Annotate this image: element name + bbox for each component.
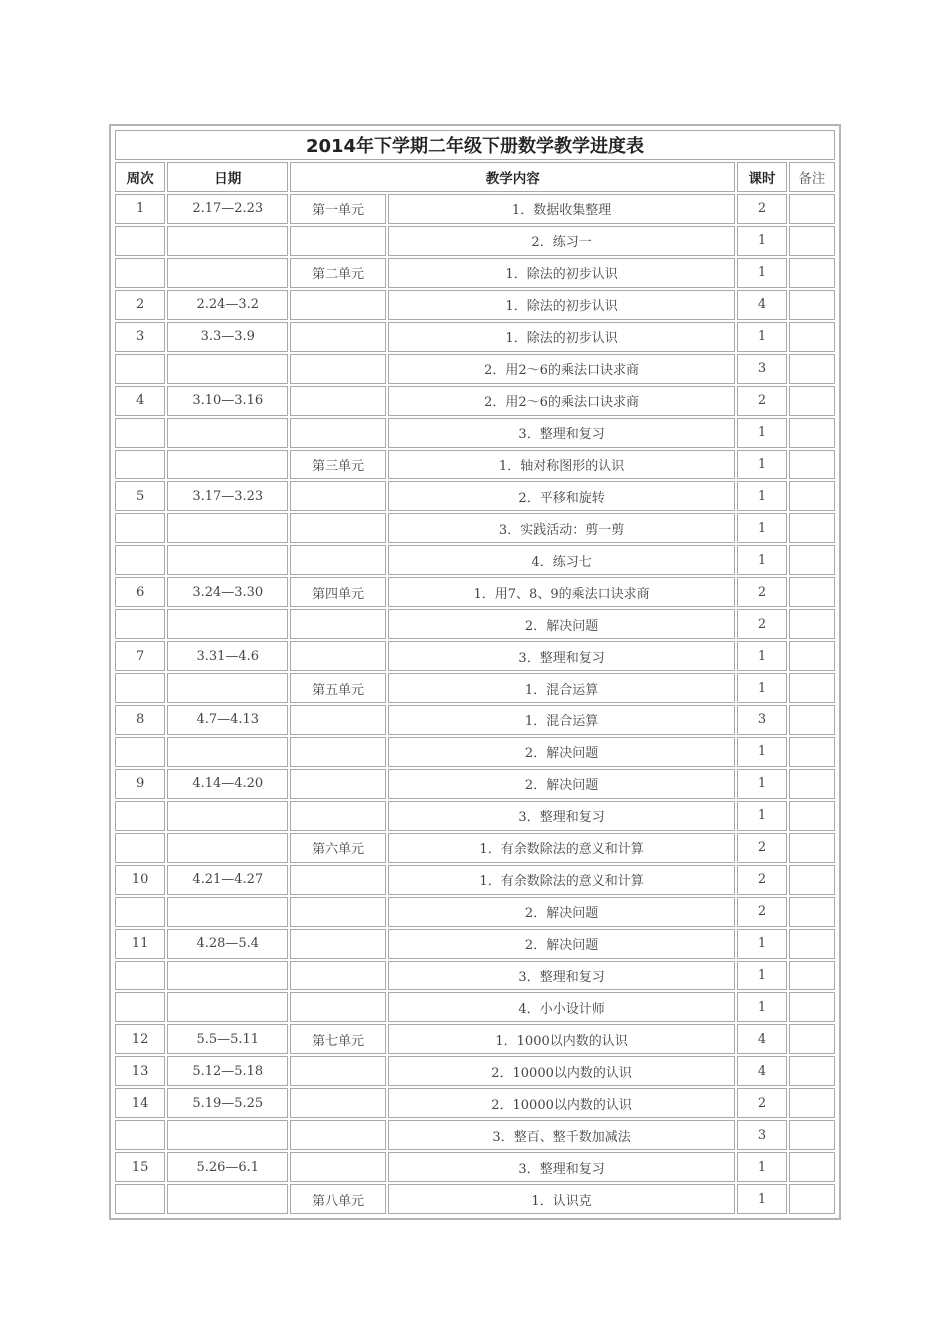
cell-hours: 1 xyxy=(737,801,786,831)
header-row xyxy=(115,162,835,192)
cell-hours: 1 xyxy=(737,481,786,511)
cell-content: 1．除法的初步认识 xyxy=(388,322,735,352)
table-body xyxy=(115,194,835,1214)
cell-week: 1 xyxy=(115,194,165,224)
table-row xyxy=(115,929,835,959)
cell-unit xyxy=(290,865,386,895)
cell-hours: 2 xyxy=(737,865,786,895)
cell-hours: 1 xyxy=(737,545,786,575)
cell-date: 3.31—4.6 xyxy=(167,641,288,671)
cell-week: 15 xyxy=(115,1152,165,1182)
header-hours: 课时 xyxy=(737,162,786,192)
cell-hours: 4 xyxy=(737,1024,786,1054)
cell-hours: 1 xyxy=(737,1152,786,1182)
header-week: 周次 xyxy=(115,162,165,192)
cell-content: 1．除法的初步认识 xyxy=(388,258,735,288)
table-row xyxy=(115,1088,835,1118)
cell-unit xyxy=(290,290,386,320)
cell-week: 4 xyxy=(115,386,165,416)
table-row xyxy=(115,450,835,480)
cell-date xyxy=(167,833,288,863)
table-row xyxy=(115,290,835,320)
cell-content: 2．练习一 xyxy=(388,226,735,256)
table-row xyxy=(115,961,835,991)
cell-date xyxy=(167,897,288,927)
cell-hours: 2 xyxy=(737,897,786,927)
table-row xyxy=(115,1120,835,1150)
cell-notes xyxy=(789,354,835,384)
schedule-table xyxy=(113,128,837,1216)
cell-date: 2.24—3.2 xyxy=(167,290,288,320)
cell-date xyxy=(167,1184,288,1214)
table-row xyxy=(115,833,835,863)
cell-week xyxy=(115,354,165,384)
cell-notes xyxy=(789,386,835,416)
cell-notes xyxy=(789,833,835,863)
table-row xyxy=(115,1152,835,1182)
cell-unit xyxy=(290,513,386,543)
cell-date xyxy=(167,609,288,639)
cell-notes xyxy=(789,865,835,895)
header-content: 教学内容 xyxy=(290,162,735,192)
cell-content: 3．整理和复习 xyxy=(388,961,735,991)
cell-content: 1．轴对称图形的认识 xyxy=(388,450,735,480)
cell-notes xyxy=(789,769,835,799)
cell-week: 14 xyxy=(115,1088,165,1118)
cell-unit xyxy=(290,322,386,352)
cell-week: 11 xyxy=(115,929,165,959)
cell-content: 1．除法的初步认识 xyxy=(388,290,735,320)
cell-notes xyxy=(789,226,835,256)
cell-week xyxy=(115,258,165,288)
cell-week: 2 xyxy=(115,290,165,320)
cell-date xyxy=(167,673,288,703)
table-row xyxy=(115,1056,835,1086)
title-row xyxy=(115,130,835,160)
cell-notes xyxy=(789,481,835,511)
cell-content: 1．有余数除法的意义和计算 xyxy=(388,833,735,863)
cell-date xyxy=(167,801,288,831)
cell-notes xyxy=(789,641,835,671)
cell-unit xyxy=(290,1152,386,1182)
cell-unit xyxy=(290,418,386,448)
cell-unit: 第八单元 xyxy=(290,1184,386,1214)
schedule-document xyxy=(109,124,841,1220)
cell-week: 9 xyxy=(115,769,165,799)
cell-content: 1．混合运算 xyxy=(388,705,735,735)
cell-date: 3.17—3.23 xyxy=(167,481,288,511)
cell-content: 1．认识克 xyxy=(388,1184,735,1214)
cell-content: 1．有余数除法的意义和计算 xyxy=(388,865,735,895)
cell-notes xyxy=(789,1056,835,1086)
cell-week: 13 xyxy=(115,1056,165,1086)
cell-hours: 1 xyxy=(737,258,786,288)
cell-unit xyxy=(290,929,386,959)
cell-hours: 4 xyxy=(737,290,786,320)
cell-notes xyxy=(789,705,835,735)
cell-content: 3．整理和复习 xyxy=(388,801,735,831)
cell-unit: 第六单元 xyxy=(290,833,386,863)
cell-hours: 1 xyxy=(737,450,786,480)
cell-hours: 3 xyxy=(737,1120,786,1150)
cell-hours: 1 xyxy=(737,1184,786,1214)
cell-hours: 3 xyxy=(737,354,786,384)
table-row xyxy=(115,801,835,831)
cell-week xyxy=(115,1120,165,1150)
cell-notes xyxy=(789,545,835,575)
cell-date: 5.26—6.1 xyxy=(167,1152,288,1182)
cell-unit xyxy=(290,609,386,639)
cell-unit xyxy=(290,641,386,671)
cell-hours: 1 xyxy=(737,641,786,671)
cell-content: 3．整理和复习 xyxy=(388,1152,735,1182)
cell-notes xyxy=(789,194,835,224)
cell-content: 2．10000以内数的认识 xyxy=(388,1056,735,1086)
cell-unit: 第三单元 xyxy=(290,450,386,480)
cell-date: 3.24—3.30 xyxy=(167,577,288,607)
cell-hours: 1 xyxy=(737,226,786,256)
table-row xyxy=(115,1184,835,1214)
cell-week xyxy=(115,450,165,480)
cell-date: 3.10—3.16 xyxy=(167,386,288,416)
cell-hours: 3 xyxy=(737,705,786,735)
cell-content: 1．1000以内数的认识 xyxy=(388,1024,735,1054)
table-row xyxy=(115,386,835,416)
cell-date: 2.17—2.23 xyxy=(167,194,288,224)
cell-date xyxy=(167,513,288,543)
cell-week xyxy=(115,992,165,1022)
table-row xyxy=(115,513,835,543)
cell-content: 4．小小设计师 xyxy=(388,992,735,1022)
cell-unit xyxy=(290,545,386,575)
cell-date: 5.19—5.25 xyxy=(167,1088,288,1118)
cell-notes xyxy=(789,290,835,320)
cell-notes xyxy=(789,897,835,927)
table-row xyxy=(115,865,835,895)
cell-unit: 第一单元 xyxy=(290,194,386,224)
cell-content: 2．解决问题 xyxy=(388,897,735,927)
cell-unit xyxy=(290,992,386,1022)
cell-unit xyxy=(290,481,386,511)
table-row xyxy=(115,226,835,256)
cell-week xyxy=(115,1184,165,1214)
table-row xyxy=(115,737,835,767)
table-row xyxy=(115,545,835,575)
cell-date xyxy=(167,226,288,256)
cell-content: 3．整百、整千数加减法 xyxy=(388,1120,735,1150)
cell-unit xyxy=(290,354,386,384)
cell-notes xyxy=(789,961,835,991)
table-row xyxy=(115,322,835,352)
cell-unit xyxy=(290,1088,386,1118)
cell-hours: 1 xyxy=(737,513,786,543)
cell-content: 3．实践活动：剪一剪 xyxy=(388,513,735,543)
cell-unit: 第二单元 xyxy=(290,258,386,288)
cell-notes xyxy=(789,1152,835,1182)
cell-week xyxy=(115,609,165,639)
cell-content: 2．解决问题 xyxy=(388,609,735,639)
cell-notes xyxy=(789,513,835,543)
cell-hours: 1 xyxy=(737,961,786,991)
cell-unit xyxy=(290,961,386,991)
cell-week xyxy=(115,801,165,831)
cell-week: 12 xyxy=(115,1024,165,1054)
cell-content: 2．解决问题 xyxy=(388,737,735,767)
cell-hours: 2 xyxy=(737,833,786,863)
header-date: 日期 xyxy=(167,162,288,192)
cell-week xyxy=(115,897,165,927)
cell-hours: 1 xyxy=(737,992,786,1022)
cell-content: 1．用7、8、9的乘法口诀求商 xyxy=(388,577,735,607)
table-row xyxy=(115,897,835,927)
cell-week xyxy=(115,961,165,991)
cell-content: 2．用2～6的乘法口诀求商 xyxy=(388,386,735,416)
cell-hours: 1 xyxy=(737,322,786,352)
table-row xyxy=(115,258,835,288)
cell-content: 2．10000以内数的认识 xyxy=(388,1088,735,1118)
cell-date xyxy=(167,737,288,767)
cell-unit xyxy=(290,226,386,256)
cell-notes xyxy=(789,673,835,703)
cell-date xyxy=(167,450,288,480)
cell-date xyxy=(167,354,288,384)
cell-unit: 第五单元 xyxy=(290,673,386,703)
cell-notes xyxy=(789,577,835,607)
cell-notes xyxy=(789,1184,835,1214)
cell-notes xyxy=(789,1120,835,1150)
cell-notes xyxy=(789,418,835,448)
cell-unit xyxy=(290,386,386,416)
cell-week: 10 xyxy=(115,865,165,895)
cell-hours: 2 xyxy=(737,1088,786,1118)
cell-content: 2．用2～6的乘法口诀求商 xyxy=(388,354,735,384)
cell-date: 4.14—4.20 xyxy=(167,769,288,799)
cell-week: 8 xyxy=(115,705,165,735)
cell-hours: 2 xyxy=(737,577,786,607)
cell-hours: 2 xyxy=(737,194,786,224)
table-row xyxy=(115,673,835,703)
cell-date: 3.3—3.9 xyxy=(167,322,288,352)
cell-date xyxy=(167,258,288,288)
cell-hours: 1 xyxy=(737,737,786,767)
cell-week xyxy=(115,737,165,767)
cell-hours: 1 xyxy=(737,929,786,959)
cell-content: 4．练习七 xyxy=(388,545,735,575)
table-row xyxy=(115,577,835,607)
table-row xyxy=(115,641,835,671)
cell-week: 5 xyxy=(115,481,165,511)
cell-hours: 1 xyxy=(737,769,786,799)
table-row xyxy=(115,354,835,384)
cell-week: 7 xyxy=(115,641,165,671)
cell-content: 2．解决问题 xyxy=(388,929,735,959)
cell-content: 3．整理和复习 xyxy=(388,418,735,448)
table-title: 2014年下学期二年级下册数学教学进度表 xyxy=(115,130,835,160)
cell-content: 2．解决问题 xyxy=(388,769,735,799)
cell-notes xyxy=(789,322,835,352)
cell-date: 4.28—5.4 xyxy=(167,929,288,959)
cell-notes xyxy=(789,992,835,1022)
cell-notes xyxy=(789,450,835,480)
cell-week xyxy=(115,833,165,863)
cell-content: 3．整理和复习 xyxy=(388,641,735,671)
cell-hours: 1 xyxy=(737,673,786,703)
cell-date xyxy=(167,545,288,575)
cell-unit: 第四单元 xyxy=(290,577,386,607)
cell-unit xyxy=(290,737,386,767)
cell-unit xyxy=(290,1056,386,1086)
cell-notes xyxy=(789,1088,835,1118)
cell-hours: 2 xyxy=(737,386,786,416)
table-row xyxy=(115,769,835,799)
cell-unit xyxy=(290,801,386,831)
cell-unit: 第七单元 xyxy=(290,1024,386,1054)
table-row xyxy=(115,481,835,511)
cell-notes xyxy=(789,609,835,639)
cell-content: 2．平移和旋转 xyxy=(388,481,735,511)
cell-notes xyxy=(789,258,835,288)
table-row xyxy=(115,1024,835,1054)
cell-week: 6 xyxy=(115,577,165,607)
cell-date xyxy=(167,418,288,448)
cell-unit xyxy=(290,769,386,799)
cell-date xyxy=(167,961,288,991)
cell-week: 3 xyxy=(115,322,165,352)
cell-hours: 4 xyxy=(737,1056,786,1086)
cell-week xyxy=(115,418,165,448)
cell-unit xyxy=(290,897,386,927)
header-notes: 备注 xyxy=(789,162,835,192)
cell-date: 4.7—4.13 xyxy=(167,705,288,735)
cell-date: 4.21—4.27 xyxy=(167,865,288,895)
cell-hours: 2 xyxy=(737,609,786,639)
cell-notes xyxy=(789,737,835,767)
cell-week xyxy=(115,673,165,703)
cell-week xyxy=(115,513,165,543)
cell-date: 5.12—5.18 xyxy=(167,1056,288,1086)
cell-date: 5.5—5.11 xyxy=(167,1024,288,1054)
cell-unit xyxy=(290,1120,386,1150)
cell-content: 1．混合运算 xyxy=(388,673,735,703)
table-row xyxy=(115,992,835,1022)
cell-date xyxy=(167,992,288,1022)
cell-week xyxy=(115,226,165,256)
cell-unit xyxy=(290,705,386,735)
cell-date xyxy=(167,1120,288,1150)
cell-week xyxy=(115,545,165,575)
cell-notes xyxy=(789,801,835,831)
cell-hours: 1 xyxy=(737,418,786,448)
table-row xyxy=(115,705,835,735)
cell-content: 1．数据收集整理 xyxy=(388,194,735,224)
cell-notes xyxy=(789,1024,835,1054)
table-row xyxy=(115,609,835,639)
cell-notes xyxy=(789,929,835,959)
table-row xyxy=(115,194,835,224)
table-row xyxy=(115,418,835,448)
